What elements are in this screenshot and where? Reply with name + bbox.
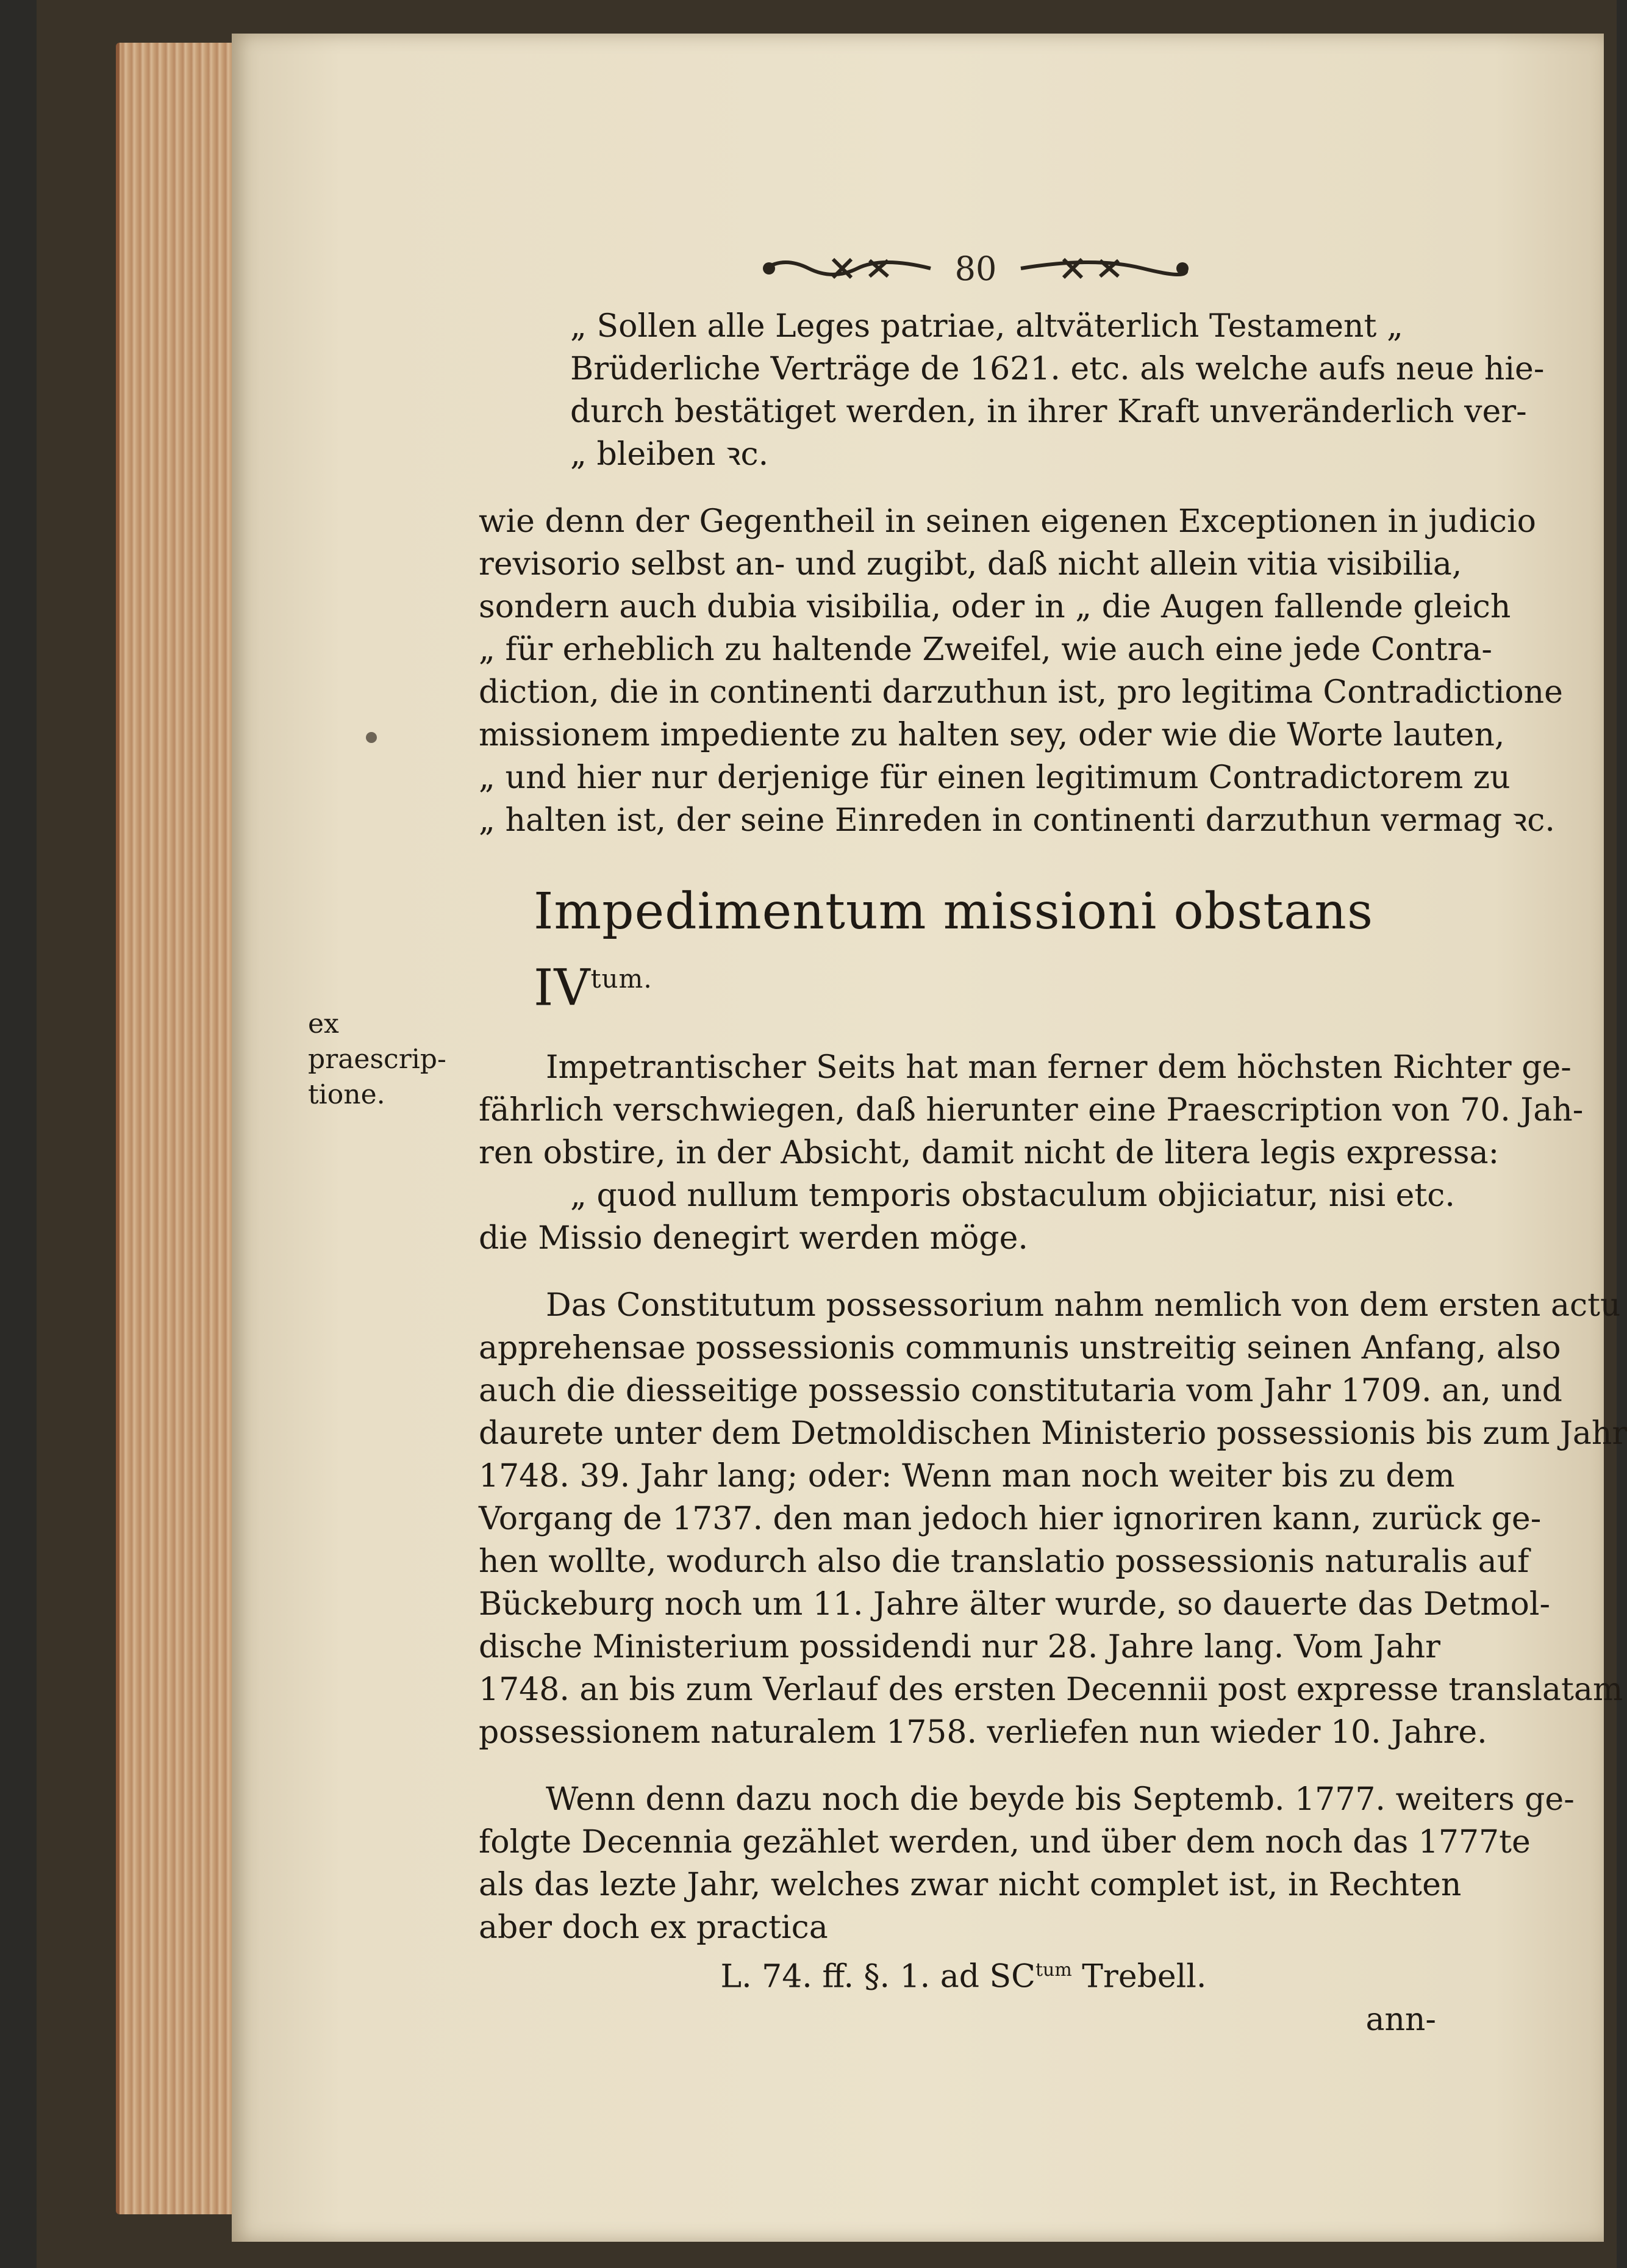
marginal-note	[308, 1007, 467, 1113]
text-line: „ quod nullum temporis obstaculum objiciatur, nisi etc.	[570, 1177, 1455, 1215]
marginal-note-line: tione.	[308, 1079, 385, 1110]
paragraph-gap	[479, 476, 1448, 500]
text-line: wie denn der Gegentheil in seinen eigenen Exceptionen in judicio	[479, 503, 1536, 540]
text-line: aber doch ex practica	[479, 1909, 828, 1947]
right-ornament-icon	[1015, 253, 1192, 284]
quote-block	[479, 305, 1563, 842]
text-line: als das lezte Jahr, welches zwar nicht complet ist, in Rechten	[479, 1867, 1462, 1904]
text-line: revisorio selbst an- und zugibt, daß nicht allein vitia visibilia,	[479, 546, 1462, 583]
text-line: 1748. 39. Jahr lang; oder: Wenn man noch weiter bis zu dem	[479, 1458, 1455, 1495]
text-line: ren obstire, in der Absicht, damit nicht de litera legis expressa:	[479, 1135, 1500, 1172]
citation-sup: tum	[1035, 1959, 1072, 1981]
text-line: durch bestätiget werden, in ihrer Kraft unveränderlich ver-	[570, 393, 1527, 430]
text-line: apprehensae possessionis communis unstreitig seinen Anfang, also	[479, 1330, 1561, 1367]
text-line: Brüderliche Verträge de 1621. etc. als welche aufs neue hie-	[570, 351, 1545, 387]
text-line: sondern auch dubia visibilia, oder in „ die Augen fallende gleich	[479, 589, 1511, 625]
section-heading-text: Impedimentum missioni obstans IV	[534, 883, 1374, 1017]
catchword: ann-	[1365, 2001, 1436, 2038]
text-line: folgte Decennia gezählet werden, und über dem noch das 1777te	[479, 1824, 1531, 1861]
text-line: 1748. an bis zum Verlauf des ersten Decennii post expresse translatam	[479, 1671, 1623, 1709]
text-line: dische Ministerium possidendi nur 28. Jahre lang. Vom Jahr	[479, 1629, 1440, 1666]
text-line: die Missio denegirt werden möge.	[479, 1220, 1028, 1257]
page-header	[732, 244, 1220, 293]
text-line: fährlich verschwiegen, daß hierunter eine Praescription von 70. Jah-	[479, 1092, 1584, 1129]
text-line: daurete unter dem Detmoldischen Ministerio possessionis bis zum Jahr	[479, 1415, 1627, 1452]
page-text	[479, 305, 1627, 2041]
text-line: Bückeburg noch um 11. Jahre älter wurde, so dauerte das Detmol-	[479, 1586, 1551, 1623]
page-mark	[366, 732, 377, 743]
citation-text: L. 74. ff. §. 1. ad SC	[720, 1958, 1035, 1995]
citation	[479, 1949, 1448, 1998]
paragraph-gap	[479, 1260, 1448, 1284]
section-heading-sup: tum.	[590, 964, 653, 994]
text-line: Das Constitutum possessorium nahm nemlich von dem ersten actu	[546, 1287, 1621, 1324]
text-line: „ halten ist, der seine Einreden in continenti darzuthun vermag ꝛc.	[479, 802, 1555, 839]
text-line: „ und hier nur derjenige für einen legitimum Contradictorem zu	[479, 759, 1511, 796]
text-line: missionem impediente zu halten sey, oder wie die Worte lauten,	[479, 717, 1505, 753]
text-line: hen wollte, wodurch also die translatio possessionis naturalis auf	[479, 1543, 1529, 1581]
body-block	[479, 1046, 1627, 1949]
text-line: Wenn denn dazu noch die beyde bis Septemb. 1777. weiters ge-	[546, 1781, 1575, 1818]
text-line: Vorgang de 1737. den man jedoch hier ignoriren kann, zurück ge-	[479, 1501, 1542, 1538]
paragraph-gap	[479, 1754, 1448, 1778]
text-line: auch die diesseitige possessio constitutaria vom Jahr 1709. an, und	[479, 1373, 1562, 1410]
citation-after: Trebell.	[1071, 1958, 1207, 1995]
text-line: possessionem naturalem 1758. verliefen nun wieder 10. Jahre.	[479, 1714, 1487, 1751]
page-number: 80	[954, 249, 997, 288]
left-ornament-icon	[760, 253, 937, 284]
text-line: „ Sollen alle Leges patriae, altväterlich Testament „	[570, 308, 1403, 345]
text-line: „ für erheblich zu haltende Zweifel, wie auch eine jede Contra-	[479, 631, 1492, 668]
marginal-note-line: ex praescrip-	[308, 1008, 446, 1075]
text-line: Impetrantischer Seits hat man ferner dem höchsten Richter ge-	[546, 1049, 1572, 1086]
text-line: diction, die in continenti darzuthun ist, pro legitima Contradictione	[479, 674, 1563, 711]
text-line: „ bleiben ꝛc.	[570, 436, 769, 473]
section-heading	[534, 878, 1448, 1022]
